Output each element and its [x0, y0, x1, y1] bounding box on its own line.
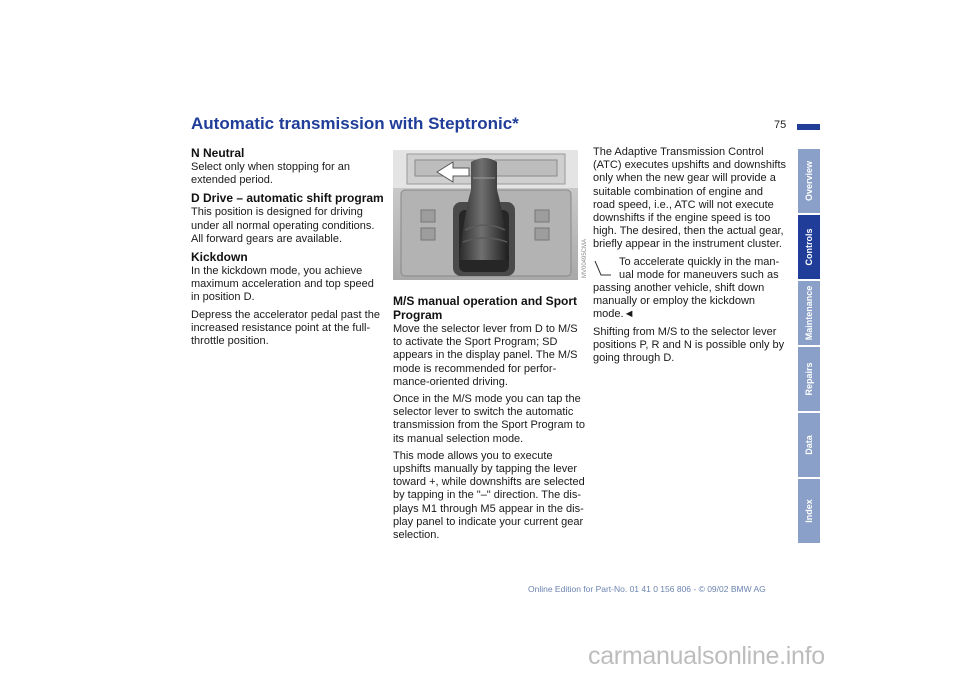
- page-number-bar: [797, 124, 820, 130]
- paragraph-drive: This position is designed for driving under all normal operating conditions. All forward gears are available.: [191, 206, 375, 245]
- tab-label: Index: [804, 499, 814, 523]
- tab-label: Controls: [804, 228, 814, 266]
- column-left: [191, 146, 387, 352]
- page-title: Automatic transmission with Steptronic*: [191, 114, 519, 133]
- footer-edition: Online Edition for Part-No. 01 41 0 156 806 - © 09/02 BMW AG: [528, 584, 766, 594]
- section-heading-drive: D Drive – automatic shift program: [191, 191, 384, 206]
- watermark: carmanualsonline.info: [588, 642, 825, 670]
- column-middle: [393, 294, 587, 546]
- note-text-rest: passing another vehicle, shift down manually or employ the kickdown mode.◄: [593, 282, 765, 321]
- image-code-text: MV00495CMA: [582, 238, 588, 278]
- tab-label: Overview: [804, 160, 814, 202]
- image-code: [578, 150, 588, 280]
- note-text-first: To accelerate quickly in the man- ual mode for maneuvers such as: [619, 255, 780, 281]
- gear-selector-photo: [393, 150, 578, 280]
- tab-controls[interactable]: [798, 215, 820, 279]
- paragraph-ms-1: Move the selector lever from D to M/S to activate the Sport Program; SD appears in the display panel. The M/S mode is recommended for perfor- mance-oriented driving.: [393, 323, 578, 388]
- paragraph-shifting: Shifting from M/S to the selector lever positions P, R and N is possible only by going through D.: [593, 325, 785, 365]
- paragraph-neutral: Select only when stopping for an extended period.: [191, 161, 350, 187]
- tab-maintenance[interactable]: [798, 281, 820, 345]
- tab-label: Maintenance: [804, 285, 814, 341]
- tab-label: Data: [804, 435, 814, 455]
- tab-data[interactable]: [798, 413, 820, 477]
- section-heading-kickdown: Kickdown: [191, 250, 248, 265]
- section-tabs: [798, 149, 820, 545]
- paragraph-kickdown-1: In the kickdown mode, you achieve maximum acceleration and top speed in position D.: [191, 265, 374, 304]
- column-right: [593, 146, 789, 369]
- note-pointer-icon: [593, 259, 613, 279]
- paragraph-ms-2: Once in the M/S mode you can tap the selector lever to switch the automatic transmission from the Sport Program to its manual selection mode.: [393, 393, 585, 445]
- section-heading-neutral: N Neutral: [191, 146, 245, 160]
- paragraph-kickdown-2: Depress the accelerator pedal past the increased resistance point at the full- throttle position.: [191, 308, 380, 348]
- section-heading-ms: M/S manual operation and Sport Program: [393, 294, 578, 322]
- tab-repairs[interactable]: [798, 347, 820, 411]
- gear-selector-illustration: [393, 150, 578, 280]
- page-number: 75: [774, 119, 787, 131]
- tab-label: Repairs: [804, 362, 814, 396]
- note-block: [593, 256, 789, 322]
- paragraph-atc: The Adaptive Transmission Control (ATC) executes upshifts and downshifts only when the new gear will provide a suitable combination of engine and road speed, i.e., ATC will not execute downshifts if the engine speed is too high. The desired, then the actual gear, briefly appear in the instrument cluster.: [593, 146, 786, 251]
- tab-index[interactable]: [798, 479, 820, 543]
- paragraph-ms-3: This mode allows you to execute upshifts manually by tapping the lever toward +, while downshifts are selected by tapping in the "–" direction. The dis- plays M1 through M5 appear in the dis- play panel to indicate your current gear selection.: [393, 449, 585, 542]
- tab-overview[interactable]: [798, 149, 820, 213]
